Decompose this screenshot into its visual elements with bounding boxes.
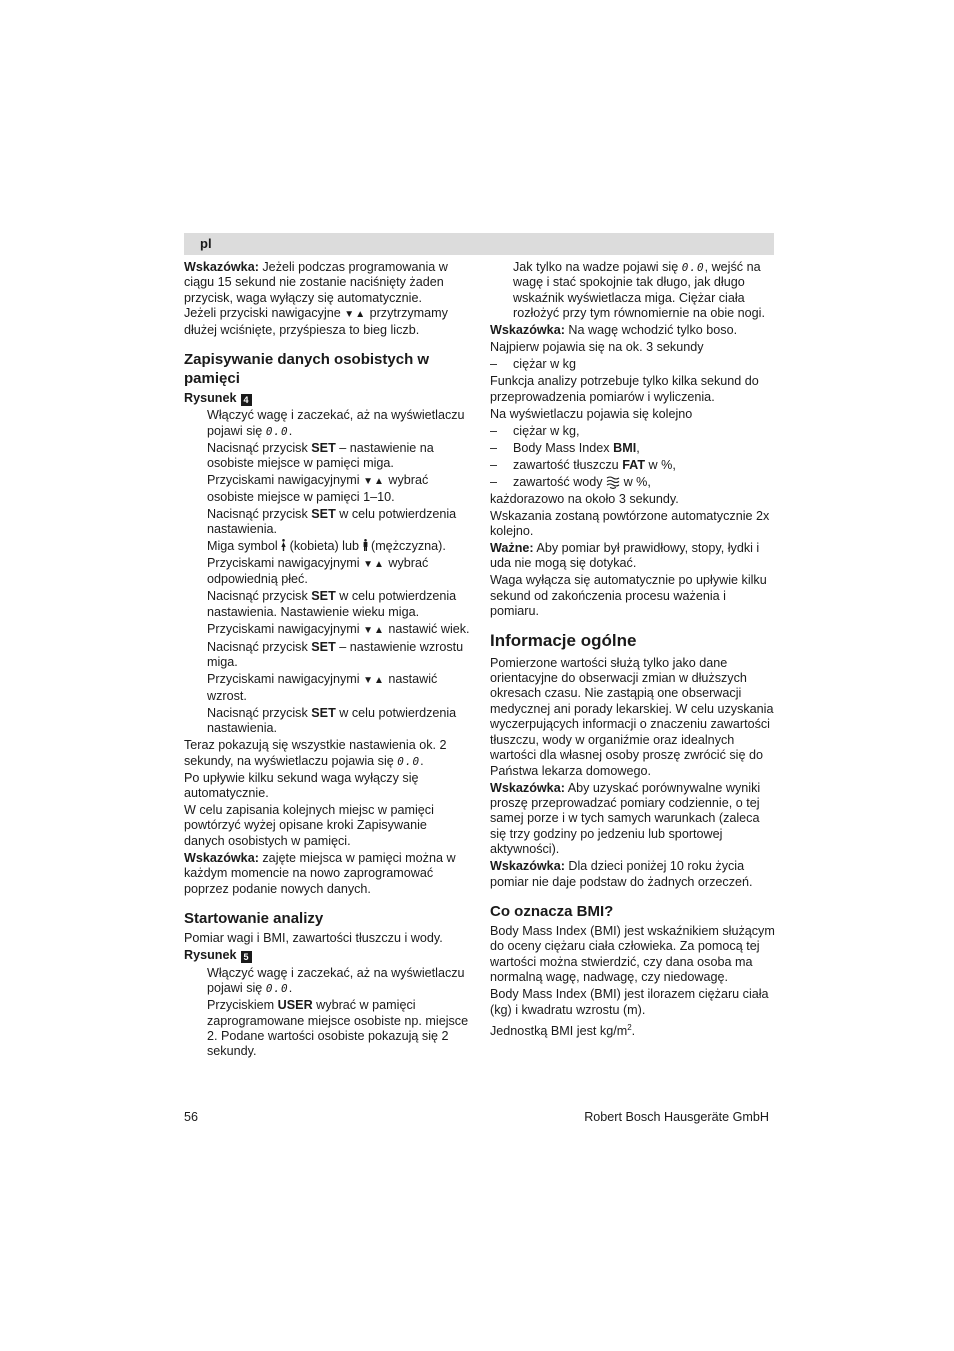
step: Miga symbol (kobieta) lub (mężczyzna). <box>207 539 446 554</box>
paragraph: Body Mass Index (BMI) jest wskaźnikiem służącym do oceny ciężaru ciała człowieka. Za pomocą tej wartości można stwierdzić, czy dana osoba ma normalną wagę, nadwagę, czy niedowagę. <box>490 923 775 985</box>
nav-arrows-icon: ▼▲ <box>344 309 367 321</box>
display-zero-symbol: 0.0 <box>265 982 289 996</box>
list-item: – zawartość tłuszczu FAT w %, <box>490 458 775 473</box>
step: Włączyć wagę i zaczekać, aż na wyświetlaczu pojawi się 0.0. <box>207 965 465 996</box>
heading-general-info: Informacje ogólne <box>490 630 637 650</box>
step: Nacisnąć przycisk SET w celu potwierdzenia nastawienia. Nastawienie wieku miga. <box>207 589 457 619</box>
heading-what-is-bmi: Co oznacza BMI? <box>490 902 614 920</box>
list-item: – ciężar w kg <box>490 357 775 372</box>
language-bar <box>184 233 774 255</box>
paragraph: Na wyświetlaczu pojawia się kolejno <box>490 406 693 421</box>
paragraph: Body Mass Index (BMI) jest ilorazem ciężaru ciała (kg) i kwadratu wzrostu (m). <box>490 987 769 1017</box>
nav-arrows-icon: ▼▲ <box>363 624 385 636</box>
paragraph: Jednostką BMI jest $kg/m^2$. <box>490 1022 636 1038</box>
nav-arrows-icon: ▼▲ <box>363 675 385 687</box>
paragraph: Po upływie kilku sekund waga wyłączy się automatycznie. <box>184 770 419 800</box>
important-note: Ważne: Aby pomiar był prawidłowy, stopy, łydki i uda nie mogą się dotykać. <box>490 541 760 571</box>
note-barefoot: Wskazówka: Na wagę wchodzić tylko boso. <box>490 323 738 338</box>
display-zero-symbol: 0.0 <box>681 261 705 274</box>
list-item: – ciężar w kg, <box>490 424 775 439</box>
step: Przyciskami nawigacyjnymi ▼▲ wybrać osobiste miejsce w pamięci 1–10. <box>207 473 429 504</box>
note-programming: Wskazówka: Jeżeli podczas programowania w ciągu 15 sekund nie zostanie naciśnięty żaden przycisk, waga wyłączy się automatycznie. Jeżeli przyciski nawigacyjne ▼▲ przytrzymamy dłużej wciśnięte, przyśpiesza to bieg liczb. <box>184 260 448 337</box>
paragraph: Pomierzone wartości służą tylko jako dane orientacyjne do obserwacji zmian w dłuższych okresach czasu. Nie zastąpią one obserwacji medycznej ani porady lekarskiej. W celu uzyskania wyczerpujących informacji o znaczeniu zawartości tłuszczu, wody w organiźmie oraz idealnych wartości dla własnej osoby proszę zwrócić się do Państwa lekarza domowego. <box>490 655 774 778</box>
right-column <box>490 260 775 1041</box>
heading-start-analysis: Startowanie analizy <box>184 909 324 927</box>
figure-ref-5: Rysunek 5 <box>184 948 470 963</box>
paragraph: W celu zapisania kolejnych miejsc w pamięci powtórzyć wyżej opisane kroki Zapisywanie danych osobistych w pamięci. <box>184 802 434 848</box>
figure-number-badge: 4 <box>241 394 252 406</box>
paragraph: Teraz pokazują się wszystkie nastawienia ok. 2 sekundy, na wyświetlaczu pojawia się 0.0. <box>184 738 447 768</box>
note-children: Wskazówka: Dla dzieci poniżej 10 roku życia pomiar nie daje podstaw do żadnych orzeczeń. <box>490 859 753 889</box>
paragraph: Funkcja analizy potrzebuje tylko kilka sekund do przeprowadzenia pomiarów i wyliczenia. <box>490 374 759 404</box>
list-item: – Body Mass Index BMI, <box>490 441 775 456</box>
left-column <box>184 260 470 1061</box>
step: Nacisnąć przycisk SET w celu potwierdzenia nastawienia. <box>207 705 457 736</box>
nav-arrows-icon: ▼▲ <box>363 476 385 488</box>
step: Przyciskami nawigacyjnymi ▼▲ nastawić wzrost. <box>207 672 438 703</box>
paragraph: Waga wyłącza się automatycznie po upływie kilku sekund od zakończenia procesu ważenia i pomiaru. <box>490 573 767 619</box>
note-memory: Wskazówka: zajęte miejsca w pamięci można w każdym momencie na nowo zaprogramować poprzez podanie nowych danych. <box>184 850 456 896</box>
step: Nacisnąć przycisk SET – nastawienie wzrostu miga. <box>207 639 464 670</box>
heading-save-personal-data: Zapisywanie danych osobistych w pamięci <box>184 351 430 388</box>
water-icon <box>606 475 620 489</box>
step: Przyciskiem USER wybrać w pamięci zaprogramowane miejsce osobiste np. miejsce 2. Podane wartości osobiste pokazują się 2 sekundy. <box>207 998 469 1059</box>
list-item: – zawartość wody w %, <box>490 475 775 490</box>
paragraph: Pomiar wagi i BMI, zawartości tłuszczu i wody. <box>184 930 443 945</box>
paragraph: Wskazania zostaną powtórzone automatycznie 2x kolejno. <box>490 508 770 539</box>
paragraph: Najpierw pojawia się na ok. 3 sekundy <box>490 340 704 355</box>
nav-arrows-icon: ▼▲ <box>363 559 385 571</box>
step: Przyciskami nawigacyjnymi ▼▲ wybrać odpowiednią płeć. <box>207 556 429 587</box>
language-code: pl <box>200 236 212 251</box>
step: Nacisnąć przycisk SET – nastawienie na osobiste miejsce w pamięci miga. <box>207 440 434 471</box>
step: Jak tylko na wadze pojawi się 0.0, wejść na wagę i stać spokojnie tak długo, jak długo wskaźnik wyświetlacza miga. Ciężar ciała rozłożyć przy tym równomiernie na obie nogi. <box>513 260 765 321</box>
paragraph: każdorazowo na około 3 sekundy. <box>490 491 679 506</box>
footer-company: Robert Bosch Hausgeräte GmbH <box>584 1110 769 1124</box>
figure-number-badge: 5 <box>241 951 252 963</box>
display-zero-symbol: 0.0 <box>265 424 289 438</box>
step: Włączyć wagę i zaczekać, aż na wyświetlaczu pojawi się 0.0. <box>207 408 465 438</box>
display-zero-symbol: 0.0 <box>397 754 421 768</box>
note-comparable: Wskazówka: Aby uzyskać porównywalne wyniki proszę przeprowadzać pomiary codziennie, o tej samej porze i w tych samych warunkach (zaleca się trzy godziny po jedzeniu lub sportowej aktywności). <box>490 780 761 857</box>
page-number: 56 <box>184 1110 199 1124</box>
figure-ref-4: Rysunek 4 <box>184 391 470 406</box>
step: Przyciskami nawigacyjnymi ▼▲ nastawić wiek. <box>207 621 470 636</box>
step: Nacisnąć przycisk SET w celu potwierdzenia nastawienia. <box>207 506 457 537</box>
